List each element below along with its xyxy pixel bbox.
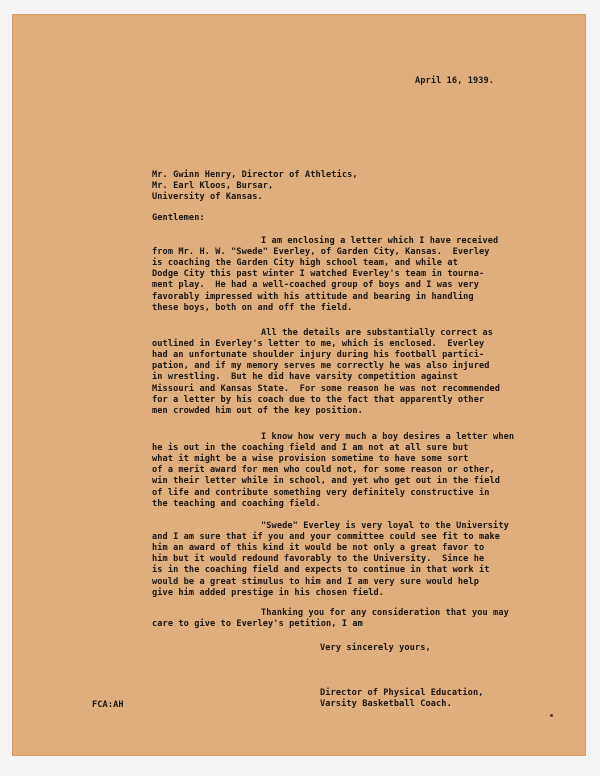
typist-initials: FCA:AH xyxy=(92,700,124,710)
paragraph-2-line: pation, and if my memory serves me correctly he was also injured xyxy=(152,361,490,372)
letter-page xyxy=(12,14,586,756)
paragraph-1-line: from Mr. H. W. "Swede" Everley, of Garden City, Kansas. Everley xyxy=(152,247,490,258)
paragraph-1-line: I am enclosing a letter which I have received xyxy=(261,236,499,246)
addressee-line: University of Kansas. xyxy=(152,192,263,202)
paragraph-3-line: what it might be a wise provision sometime to have some sort xyxy=(152,454,469,465)
paragraph-2-line: men crowded him out of the key position. xyxy=(152,405,363,416)
paragraph-5-line: care to give to Everley's petition, I am xyxy=(152,619,363,630)
paragraph-3-line: of life and contribute something very definitely constructive in xyxy=(152,487,490,498)
paragraph-4-line: him an award of this kind it would be not only a great favor to xyxy=(152,543,485,554)
paragraph-4-line: "Swede" Everley is very loyal to the University xyxy=(261,521,509,531)
paragraph-2-line: Missouri and Kansas State. For some reason he was not recommended xyxy=(152,383,501,394)
paragraph-3-line: of a merit award for men who could not, for some reason or other, xyxy=(152,465,495,476)
addressee-line: Mr. Gwinn Henry, Director of Athletics, xyxy=(152,170,358,180)
closing: Very sincerely yours, xyxy=(320,643,431,653)
paragraph-1-line: ment play. He had a well-coached group of boys and I was very xyxy=(152,280,479,291)
letter-date: April 16, 1939. xyxy=(415,76,495,86)
signature-title: Varsity Basketball Coach. xyxy=(320,699,452,709)
paragraph-1-line: favorably impressed with his attitude and bearing in handling xyxy=(152,291,474,302)
paragraph-4-line: and I am sure that if you and your committee could see fit to make xyxy=(152,532,501,543)
paragraph-3-line: win their letter while in school, and yet who get out in the field xyxy=(152,476,501,487)
letter-body xyxy=(12,14,586,756)
paragraph-4-line: is in the coaching field and expects to continue in that work it xyxy=(152,565,490,576)
paragraph-3-line: the teaching and coaching field. xyxy=(152,498,321,509)
paragraph-2-line: outlined in Everley's letter to me, which is enclosed. Everley xyxy=(152,339,485,350)
paragraph-3-line: he is out in the coaching field and I am not at all sure but xyxy=(152,443,469,454)
paragraph-4-line: give him added prestige in his chosen field. xyxy=(152,587,385,598)
signature-title: Director of Physical Education, xyxy=(320,688,484,698)
paragraph-1-line: these boys, both on and off the field. xyxy=(152,302,353,313)
paragraph-3-line: I know how very much a boy desires a letter when xyxy=(261,432,515,442)
addressee-line: Mr. Earl Kloos, Bursar, xyxy=(152,181,274,191)
paper-spot xyxy=(550,714,553,717)
paragraph-2-line: had an unfortunate shoulder injury during his football partici- xyxy=(152,350,485,361)
paragraph-1-line: is coaching the Garden City high school team, and while at xyxy=(152,258,458,269)
paragraph-1-line: Dodge City this past winter I watched Everley's team in tourna- xyxy=(152,269,485,280)
paragraph-5-line: Thanking you for any consideration that you may xyxy=(261,608,509,618)
paragraph-4-line: him but it would redound favorably to the University. Since he xyxy=(152,554,485,565)
paragraph-2-line: in wrestling. But he did have varsity competition against xyxy=(152,372,458,383)
paragraph-2-line: for a letter by his coach due to the fact that apparently other xyxy=(152,394,485,405)
paragraph-4-line: would be a great stimulus to him and I am very sure would help xyxy=(152,576,479,587)
salutation: Gentlemen: xyxy=(152,213,205,223)
paragraph-2-line: All the details are substantially correct as xyxy=(261,328,494,338)
